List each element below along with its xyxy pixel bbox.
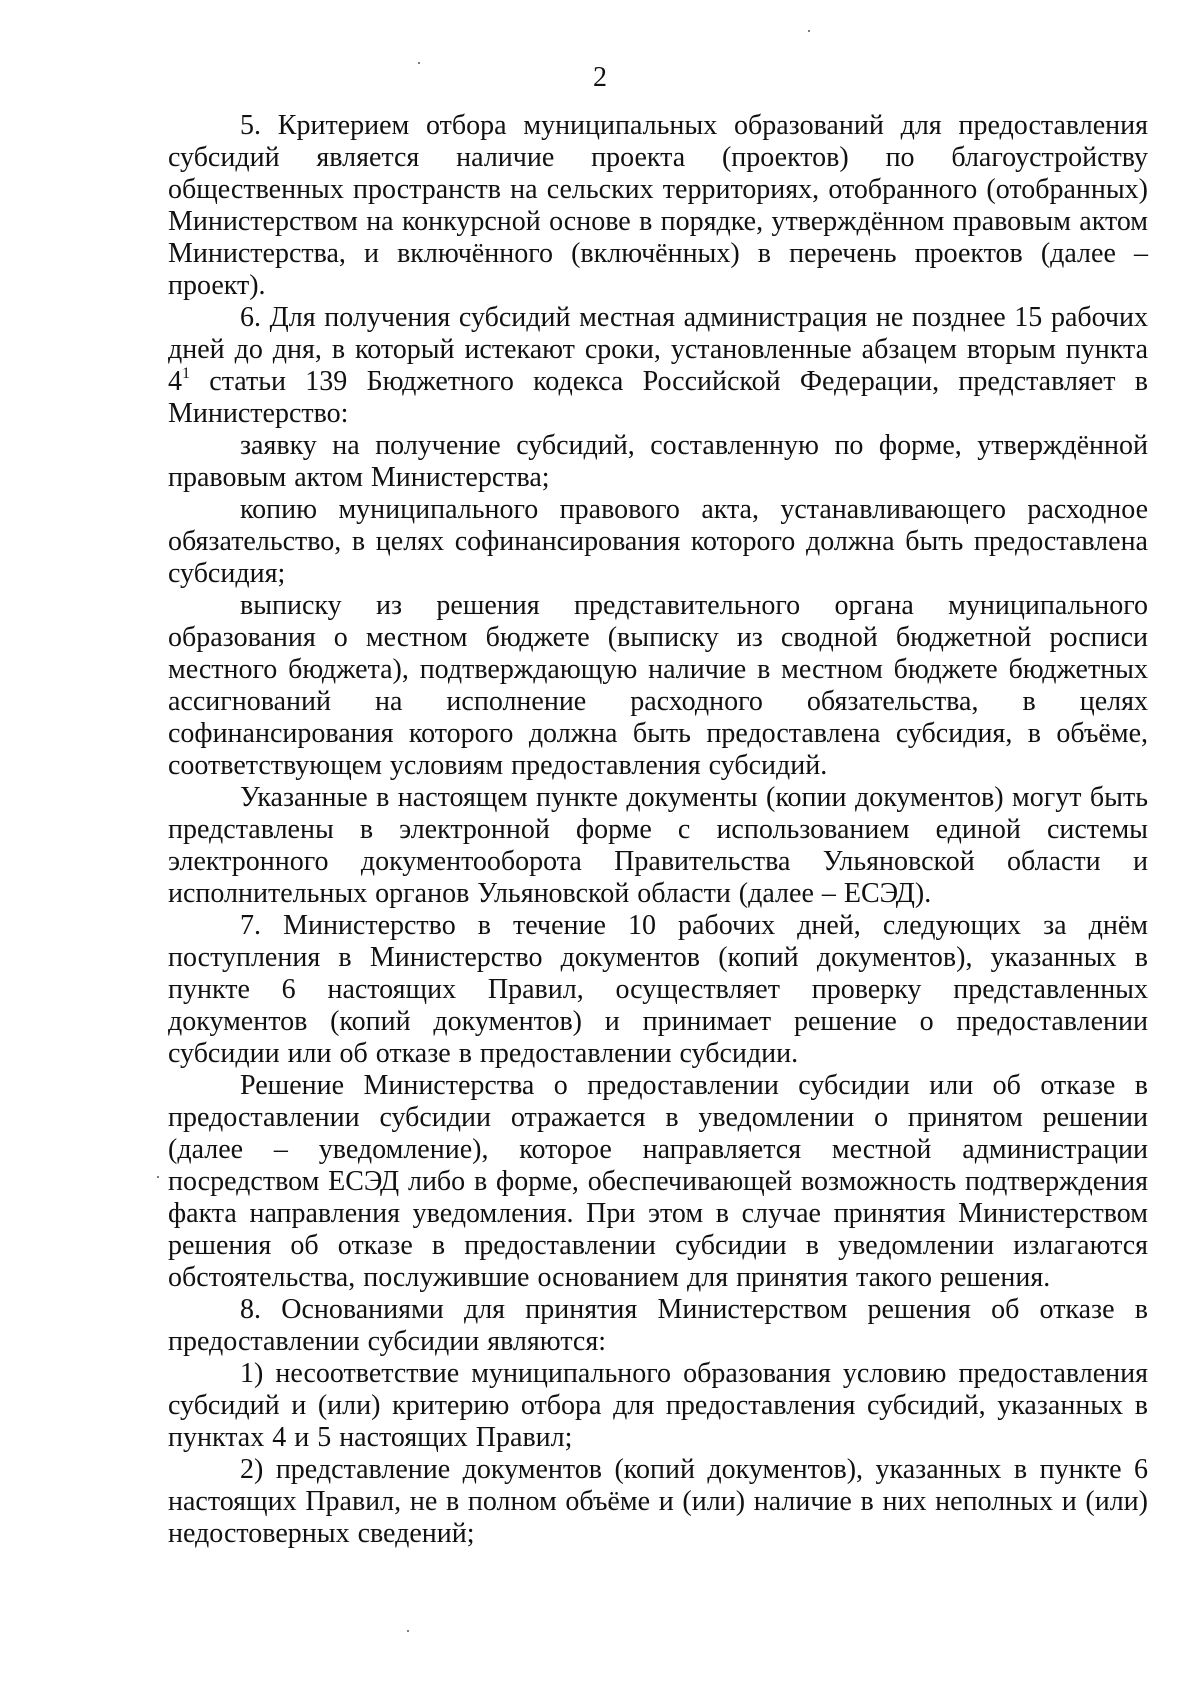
scan-speck	[808, 30, 810, 32]
page-number: 2	[593, 62, 607, 93]
superscript-one: 1	[182, 365, 190, 382]
scan-speck	[407, 1630, 409, 1632]
paragraph-6-documents	[168, 302, 1148, 430]
paragraph-5-criteria: 5. Критерием отбора муниципальных образований для предоставления субсидий является наличие проекта (проектов) по благоустройству общественных пространств на сельских территориях, отобранного (отобранных) Министерством на конкурсной основе в порядке, утверждённом правовым актом Министерства, и включённого (включённых) в перечень проектов (далее – проект).	[168, 110, 1148, 301]
paragraph-legal-act-copy: копию муниципального правового акта, устанавливающего расходное обязательство, в целях софинансирования которого должна быть предоставлена субсидия;	[168, 494, 1148, 589]
scan-speck	[418, 62, 420, 64]
paragraph-6-text-end: статьи 139 Бюджетного кодекса Российской Федерации, представляет в Министерство:	[168, 366, 1148, 429]
paragraph-7-review: 7. Министерство в течение 10 рабочих дней, следующих за днём поступления в Министерство документов (копий документов), указанных в пункте 6 настоящих Правил, осуществляет проверку представленных документов (копий документов) и принимает решение о предоставлении субсидии или об отказе в предоставлении субсидии.	[168, 910, 1148, 1069]
paragraph-decision-notice: Решение Министерства о предоставлении субсидии или об отказе в предоставлении субсидии отражается в уведомлении о принятом решении (далее – уведомление), которое направляется местной администрации посредством ЕСЭД либо в форме, обеспечивающей возможность подтверждения факта направления уведомления. При этом в случае принятия Министерством решения об отказе в предоставлении субсидии в уведомлении излагаются обстоятельства, послужившие основанием для принятия такого решения.	[168, 1070, 1148, 1293]
paragraph-budget-extract: выписку из решения представительного органа муниципального образования о местном бюджете (выписку из сводной бюджетной росписи местного бюджета), подтверждающую наличие в местном бюджете бюджетных ассигнований на исполнение расходного обязательства, в целях софинансирования которого должна быть предоставлена субсидия, в объёме, соответствующем условиям предоставления субсидий.	[168, 590, 1148, 781]
paragraph-application: заявку на получение субсидий, составленную по форме, утверждённой правовым актом Министерства;	[168, 430, 1148, 493]
list-item-1: 1) несоответствие муниципального образования условию предоставления субсидий и (или) критерию отбора для предоставления субсидий, указанных в пунктах 4 и 5 настоящих Правил;	[168, 1358, 1148, 1453]
paragraph-electronic-form: Указанные в настоящем пункте документы (копии документов) могут быть представлены в электронной форме с использованием единой системы электронного документооборота Правительства Ульяновской области и исполнительных органов Ульяновской области (далее – ЕСЭД).	[168, 782, 1148, 909]
scan-speck	[157, 1176, 159, 1178]
paragraph-8-grounds: 8. Основаниями для принятия Министерством решения об отказе в предоставлении субсидии являются:	[168, 1294, 1148, 1357]
paragraph-6-text-start: 6. Для получения субсидий местная администрация не позднее 15 рабочих дней до дня, в который истекают сроки, установленные абзацем вторым пункта 4	[168, 302, 1148, 397]
list-item-2: 2) представление документов (копий документов), указанных в пункте 6 настоящих Правил, не в полном объёме и (или) наличие в них неполных и (или) недостоверных сведений;	[168, 1454, 1148, 1549]
document-body	[168, 110, 1148, 1550]
